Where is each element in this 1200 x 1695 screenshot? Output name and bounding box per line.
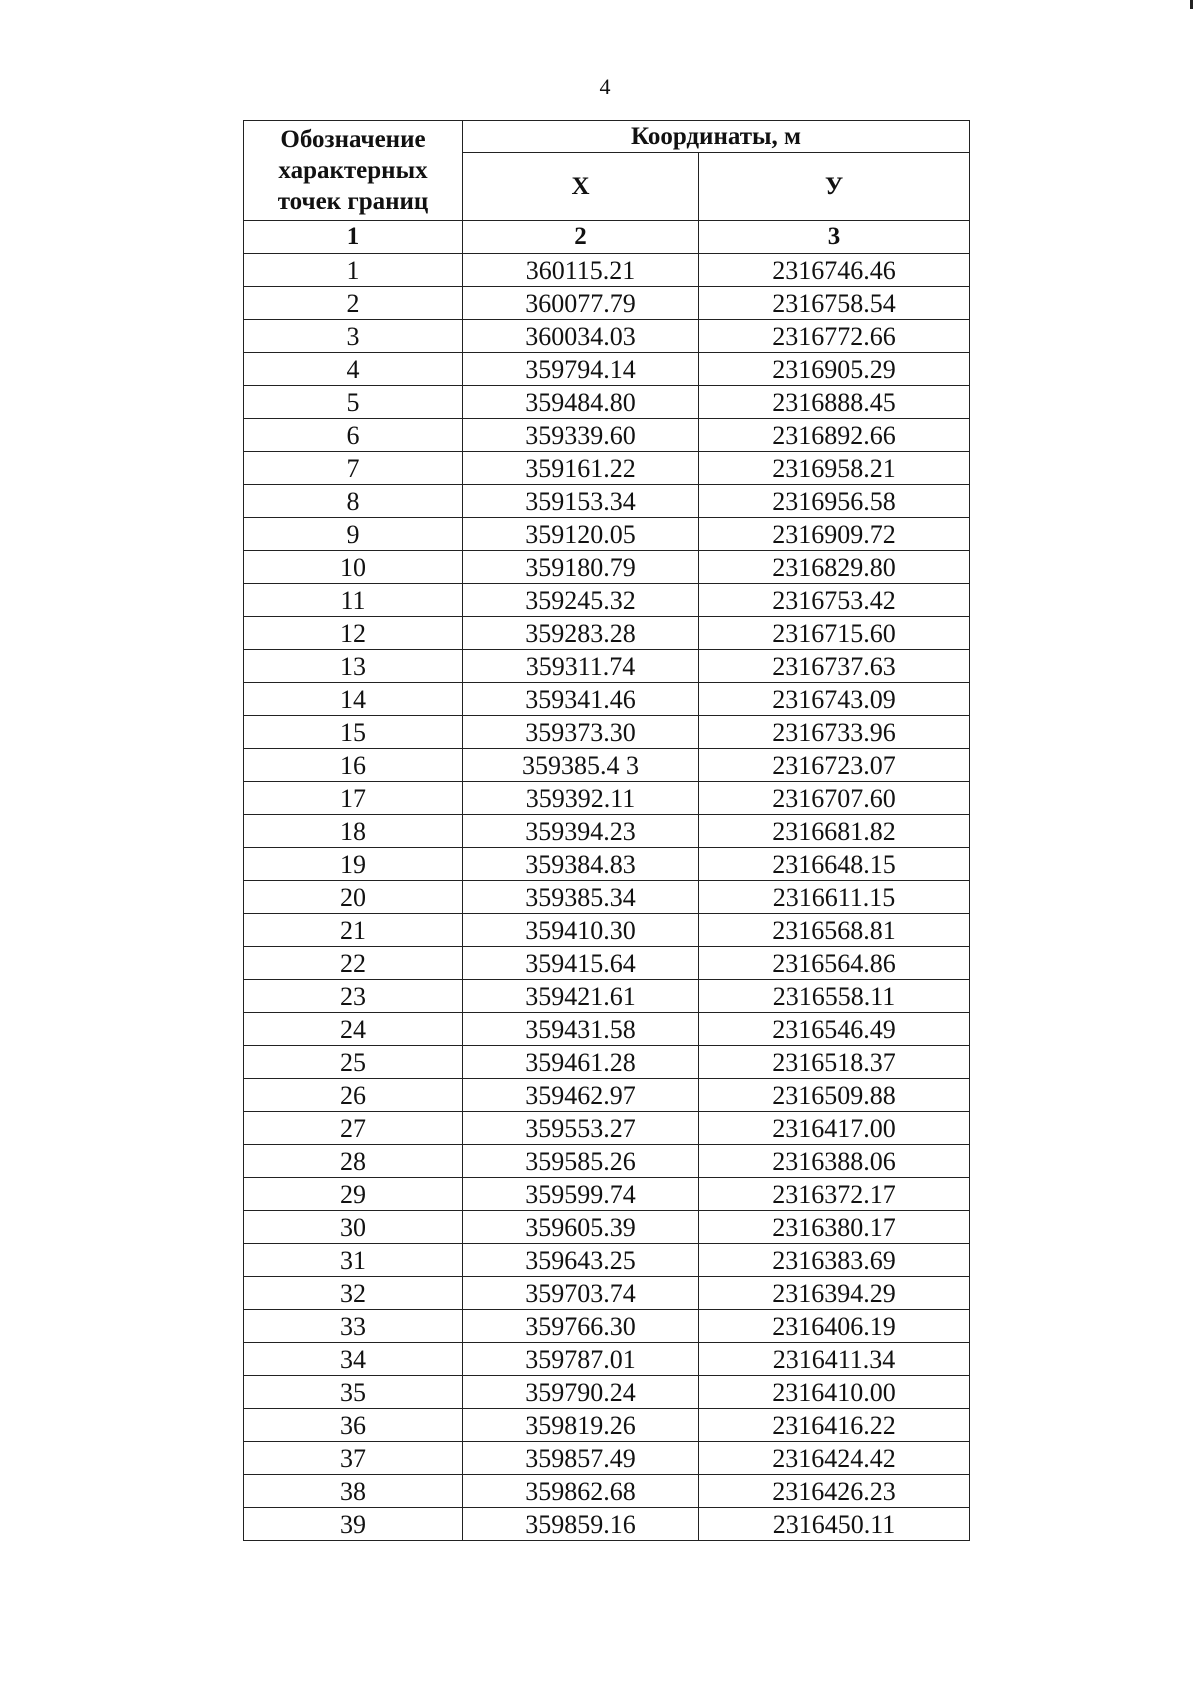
x-coordinate-cell: 359153.34 [463, 485, 699, 518]
point-cell: 18 [244, 815, 463, 848]
y-coordinate-cell: 2316829.80 [699, 551, 970, 584]
x-coordinate-cell: 359553.27 [463, 1112, 699, 1145]
y-coordinate-cell: 2316394.29 [699, 1277, 970, 1310]
x-coordinate-cell: 359120.05 [463, 518, 699, 551]
x-coordinate-cell: 359392.11 [463, 782, 699, 815]
table-row [244, 1442, 970, 1475]
y-coordinate-cell: 2316410.00 [699, 1376, 970, 1409]
x-coordinate-cell: 359394.23 [463, 815, 699, 848]
point-cell: 5 [244, 386, 463, 419]
y-coordinate-cell: 2316681.82 [699, 815, 970, 848]
x-coordinate-cell: 359245.32 [463, 584, 699, 617]
y-coordinate-cell: 2316388.06 [699, 1145, 970, 1178]
table-row [244, 1145, 970, 1178]
y-coordinate-cell: 2316737.63 [699, 650, 970, 683]
table-row [244, 815, 970, 848]
point-cell: 38 [244, 1475, 463, 1508]
point-cell: 32 [244, 1277, 463, 1310]
coordinates-group-header: Координаты, м [463, 121, 970, 153]
column-numbers-row [244, 221, 970, 254]
table-row [244, 1475, 970, 1508]
table-row [244, 386, 970, 419]
point-cell: 31 [244, 1244, 463, 1277]
y-coordinate-cell: 2316733.96 [699, 716, 970, 749]
point-cell: 30 [244, 1211, 463, 1244]
table-row [244, 584, 970, 617]
x-coordinate-cell: 359161.22 [463, 452, 699, 485]
x-coordinate-cell: 359819.26 [463, 1409, 699, 1442]
point-cell: 16 [244, 749, 463, 782]
y-coordinate-cell: 2316509.88 [699, 1079, 970, 1112]
x-coordinate-cell: 360034.03 [463, 320, 699, 353]
point-cell: 9 [244, 518, 463, 551]
table-row [244, 1046, 970, 1079]
y-coordinate-cell: 2316564.86 [699, 947, 970, 980]
x-coordinate-cell: 359385.4 3 [463, 749, 699, 782]
coordinates-table [243, 120, 970, 1541]
table-row [244, 1013, 970, 1046]
table-row [244, 980, 970, 1013]
y-coordinate-cell: 2316909.72 [699, 518, 970, 551]
y-coordinate-cell: 2316958.21 [699, 452, 970, 485]
x-coordinate-cell: 359787.01 [463, 1343, 699, 1376]
scan-mark [1190, 0, 1193, 9]
x-coordinate-cell: 359410.30 [463, 914, 699, 947]
y-coordinate-cell: 2316648.15 [699, 848, 970, 881]
point-cell: 20 [244, 881, 463, 914]
point-cell: 37 [244, 1442, 463, 1475]
x-coordinate-cell: 359484.80 [463, 386, 699, 419]
y-coordinate-cell: 2316746.46 [699, 254, 970, 287]
table-row [244, 551, 970, 584]
y-coordinate-cell: 2316772.66 [699, 320, 970, 353]
point-cell: 21 [244, 914, 463, 947]
point-cell: 29 [244, 1178, 463, 1211]
page-number: 4 [599, 74, 611, 99]
y-coordinate-cell: 2316905.29 [699, 353, 970, 386]
x-coordinate-cell: 359415.64 [463, 947, 699, 980]
point-cell: 27 [244, 1112, 463, 1145]
point-cell: 22 [244, 947, 463, 980]
table-row [244, 1112, 970, 1145]
designation-header: Обозначение характерных точек границ [244, 121, 463, 221]
x-coordinate-cell: 359605.39 [463, 1211, 699, 1244]
y-coordinate-cell: 2316372.17 [699, 1178, 970, 1211]
x-coordinate-cell: 359462.97 [463, 1079, 699, 1112]
table-row [244, 1376, 970, 1409]
point-cell: 35 [244, 1376, 463, 1409]
x-coordinate-cell: 359766.30 [463, 1310, 699, 1343]
x-coordinate-cell: 360077.79 [463, 287, 699, 320]
table-row [244, 1079, 970, 1112]
y-coordinate-cell: 2316406.19 [699, 1310, 970, 1343]
y-coordinate-cell: 2316558.11 [699, 980, 970, 1013]
y-coordinate-cell: 2316380.17 [699, 1211, 970, 1244]
point-cell: 4 [244, 353, 463, 386]
y-coordinate-cell: 2316411.34 [699, 1343, 970, 1376]
y-coordinate-cell: 2316383.69 [699, 1244, 970, 1277]
x-coordinate-cell: 359461.28 [463, 1046, 699, 1079]
table-header [244, 121, 970, 254]
y-coordinate-cell: 2316743.09 [699, 683, 970, 716]
point-cell: 33 [244, 1310, 463, 1343]
table-row [244, 617, 970, 650]
point-cell: 13 [244, 650, 463, 683]
point-cell: 6 [244, 419, 463, 452]
table-row [244, 287, 970, 320]
point-cell: 1 [244, 254, 463, 287]
table-row [244, 419, 970, 452]
y-coordinate-cell: 2316723.07 [699, 749, 970, 782]
point-cell: 7 [244, 452, 463, 485]
point-cell: 24 [244, 1013, 463, 1046]
x-coordinate-cell: 359339.60 [463, 419, 699, 452]
x-coordinate-cell: 359790.24 [463, 1376, 699, 1409]
table-row [244, 716, 970, 749]
table-row [244, 683, 970, 716]
y-column-header: У [699, 153, 970, 221]
table-row [244, 452, 970, 485]
x-coordinate-cell: 359180.79 [463, 551, 699, 584]
point-cell: 34 [244, 1343, 463, 1376]
table-row [244, 1310, 970, 1343]
x-coordinate-cell: 359643.25 [463, 1244, 699, 1277]
x-coordinate-cell: 359283.28 [463, 617, 699, 650]
y-coordinate-cell: 2316758.54 [699, 287, 970, 320]
x-coordinate-cell: 359385.34 [463, 881, 699, 914]
x-coordinate-cell: 359421.61 [463, 980, 699, 1013]
point-cell: 39 [244, 1508, 463, 1541]
table-row [244, 1343, 970, 1376]
x-column-header: X [463, 153, 699, 221]
table-row [244, 1508, 970, 1541]
y-coordinate-cell: 2316518.37 [699, 1046, 970, 1079]
x-coordinate-cell: 360115.21 [463, 254, 699, 287]
table-row [244, 353, 970, 386]
y-coordinate-cell: 2316416.22 [699, 1409, 970, 1442]
x-coordinate-cell: 359431.58 [463, 1013, 699, 1046]
table-row [244, 947, 970, 980]
y-coordinate-cell: 2316892.66 [699, 419, 970, 452]
table-row [244, 881, 970, 914]
x-coordinate-cell: 359599.74 [463, 1178, 699, 1211]
x-coordinate-cell: 359857.49 [463, 1442, 699, 1475]
table-row [244, 749, 970, 782]
x-coordinate-cell: 359794.14 [463, 353, 699, 386]
y-coordinate-cell: 2316450.11 [699, 1508, 970, 1541]
point-cell: 12 [244, 617, 463, 650]
table-row [244, 914, 970, 947]
y-coordinate-cell: 2316417.00 [699, 1112, 970, 1145]
x-coordinate-cell: 359585.26 [463, 1145, 699, 1178]
point-cell: 15 [244, 716, 463, 749]
table-row [244, 1244, 970, 1277]
table-row [244, 518, 970, 551]
table-row [244, 485, 970, 518]
table-row [244, 848, 970, 881]
point-cell: 11 [244, 584, 463, 617]
x-coordinate-cell: 359311.74 [463, 650, 699, 683]
table-row [244, 320, 970, 353]
x-coordinate-cell: 359703.74 [463, 1277, 699, 1310]
point-cell: 36 [244, 1409, 463, 1442]
point-cell: 8 [244, 485, 463, 518]
table-row [244, 1277, 970, 1310]
y-coordinate-cell: 2316611.15 [699, 881, 970, 914]
y-coordinate-cell: 2316426.23 [699, 1475, 970, 1508]
point-cell: 23 [244, 980, 463, 1013]
table-row [244, 1211, 970, 1244]
x-coordinate-cell: 359859.16 [463, 1508, 699, 1541]
y-coordinate-cell: 2316424.42 [699, 1442, 970, 1475]
column-number: 3 [699, 221, 970, 254]
y-coordinate-cell: 2316568.81 [699, 914, 970, 947]
point-cell: 19 [244, 848, 463, 881]
x-coordinate-cell: 359341.46 [463, 683, 699, 716]
table-row [244, 1178, 970, 1211]
point-cell: 14 [244, 683, 463, 716]
table-row [244, 650, 970, 683]
point-cell: 17 [244, 782, 463, 815]
point-cell: 26 [244, 1079, 463, 1112]
table-body [244, 254, 970, 1541]
column-number: 1 [244, 221, 463, 254]
point-cell: 25 [244, 1046, 463, 1079]
point-cell: 2 [244, 287, 463, 320]
point-cell: 10 [244, 551, 463, 584]
table-row [244, 254, 970, 287]
y-coordinate-cell: 2316753.42 [699, 584, 970, 617]
column-number: 2 [463, 221, 699, 254]
x-coordinate-cell: 359384.83 [463, 848, 699, 881]
y-coordinate-cell: 2316888.45 [699, 386, 970, 419]
point-cell: 28 [244, 1145, 463, 1178]
y-coordinate-cell: 2316707.60 [699, 782, 970, 815]
y-coordinate-cell: 2316956.58 [699, 485, 970, 518]
y-coordinate-cell: 2316546.49 [699, 1013, 970, 1046]
table-row [244, 1409, 970, 1442]
x-coordinate-cell: 359862.68 [463, 1475, 699, 1508]
y-coordinate-cell: 2316715.60 [699, 617, 970, 650]
point-cell: 3 [244, 320, 463, 353]
table-row [244, 782, 970, 815]
x-coordinate-cell: 359373.30 [463, 716, 699, 749]
